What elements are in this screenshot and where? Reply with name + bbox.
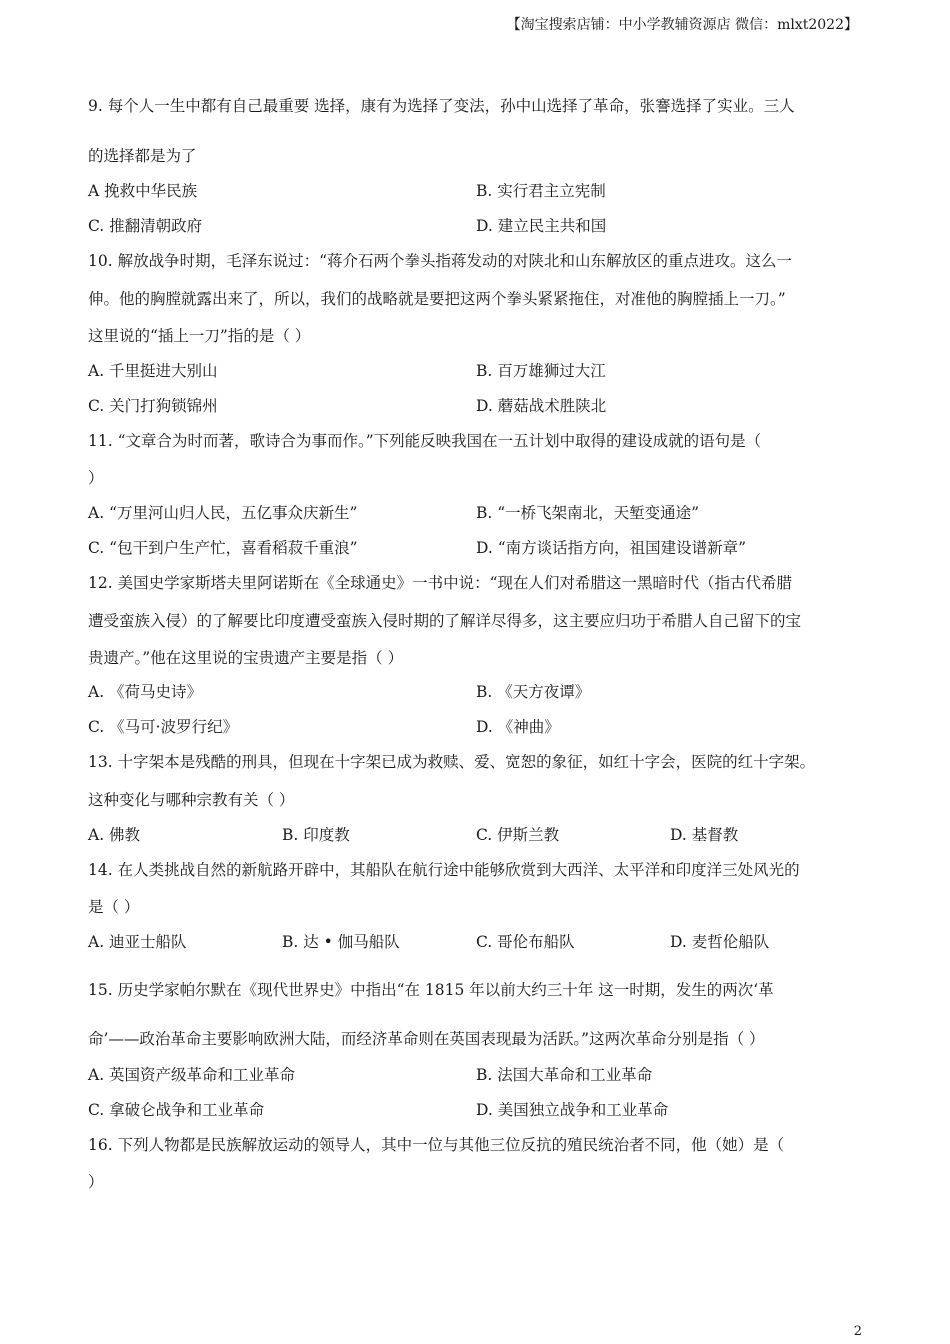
- q16-stem-line2: ）: [88, 1173, 104, 1191]
- q9-option-b: B. 实行君主立宪制: [476, 182, 606, 200]
- q13-option-a: A. 佛教: [88, 826, 141, 844]
- q9-stem-line1: 9. 每个人一生中都有自己最重要 选择，康有为选择了变法，孙中山选择了革命，张謇选择了实业。三人: [88, 97, 795, 115]
- q10-option-a: A. 千里挺进大别山: [88, 362, 218, 380]
- q16-stem-line1: 16. 下列人物都是民族解放运动的领导人，其中一位与其他三位反抗的殖民统治者不同，他（她）是（: [88, 1136, 785, 1154]
- q15-option-b: B. 法国大革命和工业革命: [476, 1066, 653, 1084]
- q15-option-c: C. 拿破仑战争和工业革命: [88, 1101, 265, 1119]
- q11-option-d: D. “南方谈话指方向，祖国建设谱新章”: [476, 539, 747, 557]
- q11-option-c: C. “包干到户生产忙，喜看稻菽千重浪”: [88, 539, 358, 557]
- q9-option-a: A 挽救中华民族: [88, 182, 198, 200]
- page-number: 2: [853, 1324, 862, 1339]
- q14-option-a: A. 迪亚士船队: [88, 933, 187, 951]
- q9-stem-line2: 的选择都是为了: [88, 147, 197, 165]
- q12-stem-line3: 贵遗产。”他在这里说的宝贵遗产主要是指（ ）: [88, 649, 404, 667]
- q15-option-d: D. 美国独立战争和工业革命: [476, 1101, 669, 1119]
- q11-option-a: A. “万里河山归人民，五亿事众庆新生”: [88, 504, 358, 522]
- q12-option-b: B. 《天方夜谭》: [476, 683, 591, 701]
- q14-stem-line1: 14. 在人类挑战自然的新航路开辟中，其船队在航行途中能够欣赏到大西洋、太平洋和印度洋三处风光的: [88, 861, 800, 879]
- q15-option-a: A. 英国资产级革命和工业革命: [88, 1066, 296, 1084]
- q10-option-c: C. 关门打狗锁锦州: [88, 397, 218, 415]
- q10-option-b: B. 百万雄狮过大江: [476, 362, 606, 380]
- q14-option-d: D. 麦哲伦船队: [670, 933, 770, 951]
- q9-option-d: D. 建立民主共和国: [476, 217, 607, 235]
- q13-stem-line1: 13. 十字架本是残酷的刑具，但现在十字架已成为救赎、爱、宽恕的象征，如红十字会，医院的红十字架。: [88, 753, 816, 771]
- q13-option-b: B. 印度教: [282, 826, 350, 844]
- q14-option-c: C. 哥伦布船队: [476, 933, 575, 951]
- q11-option-b: B. “一桥飞架南北，天堑变通途”: [476, 504, 700, 522]
- q12-option-c: C. 《马可·波罗行纪》: [88, 718, 239, 736]
- q12-stem-line1: 12. 美国史学家斯塔夫里阿诺斯在《全球通史》一书中说：“现在人们对希腊这一黑暗时代（指古代希腊: [88, 574, 793, 592]
- q10-option-d: D. 蘑菇战术胜陕北: [476, 397, 607, 415]
- q10-stem-line3: 这里说的“插上一刀”指的是（ ）: [88, 327, 311, 345]
- q13-stem-line2: 这种变化与哪种宗教有关（ ）: [88, 791, 295, 809]
- q14-option-b: B. 达 • 伽马船队: [282, 933, 400, 951]
- q10-stem-line1: 10. 解放战争时期，毛泽东说过：“蒋介石两个拳头指蒋发动的对陕北和山东解放区的重点进攻。这么一: [88, 252, 793, 270]
- q15-stem-line1: 15. 历史学家帕尔默在《现代世界史》中指出“在 1815 年以前大约三十年 这一时期，发生的两次‘革: [88, 981, 774, 999]
- q13-option-d: D. 基督教: [670, 826, 739, 844]
- q11-stem-line1: 11. “文章合为时而著，歌诗合为事而作。”下列能反映我国在一五计划中取得的建设成就的语句是（: [88, 432, 762, 450]
- q14-stem-line2: 是（ ）: [88, 898, 140, 916]
- q15-stem-line2: 命’——政治革命主要影响欧洲大陆，而经济革命则在英国表现最为活跃。”这两次革命分别是指（ ）: [88, 1030, 765, 1048]
- page-header: 【淘宝搜索店铺：中小学教辅资源店 微信：mlxt2022】: [506, 17, 858, 33]
- q12-option-a: A. 《荷马史诗》: [88, 683, 203, 701]
- q12-option-d: D. 《神曲》: [476, 718, 560, 736]
- q10-stem-line2: 伸。他的胸膛就露出来了，所以，我们的战略就是要把这两个拳头紧紧拖住，对准他的胸膛插上一刀。”: [88, 290, 786, 308]
- q13-option-c: C. 伊斯兰教: [476, 826, 560, 844]
- q11-stem-line2: ）: [88, 469, 104, 487]
- q12-stem-line2: 遭受蛮族入侵）的了解要比印度遭受蛮族入侵时期的了解详尽得多，这主要应归功于希腊人自己留下的宝: [88, 612, 802, 630]
- q9-option-c: C. 推翻清朝政府: [88, 217, 203, 235]
